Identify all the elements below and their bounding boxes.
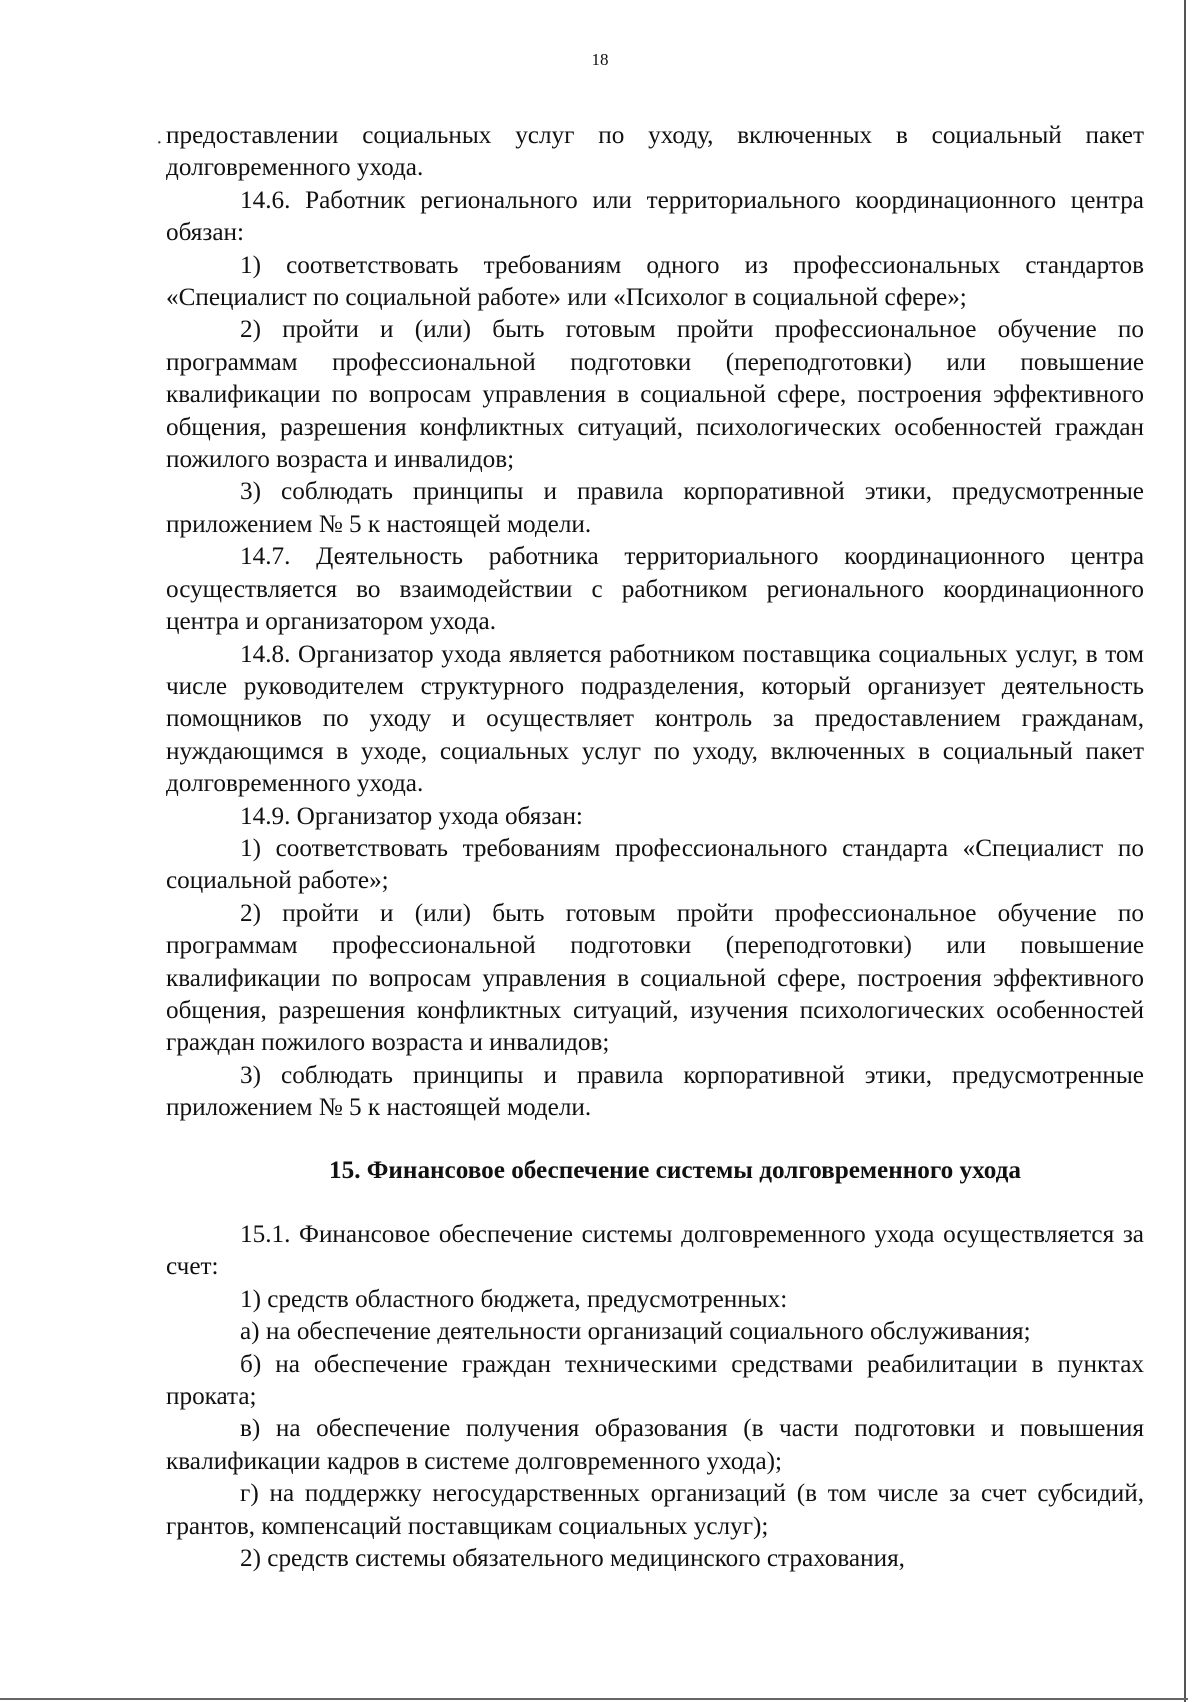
paragraph: 14.8. Организатор ухода является работником поставщика социальных услуг, в том числе руководителем структурного подразделения, который организует деятельность помощников по уходу и осуществляет контроль за предоставлением гражданам, нуждающимся в уходе, социальных услуг по уходу, включенных в социальный пакет долговременного ухода. <box>166 640 1144 798</box>
scan-edge-right <box>1184 0 1186 1702</box>
paragraph: б) на обеспечение граждан техническими средствами реабилитации в пунктах проката; <box>166 1350 1144 1411</box>
page-number: 18 <box>591 50 609 69</box>
paragraphs-after-heading <box>166 1219 1144 1575</box>
paragraph: 2) пройти и (или) быть готовым пройти профессиональное обучение по программам профессиональной подготовки (переподготовки) или повышение квалификации по вопросам управления в социальной сфере, построения эффективного общения, разрешения конфликтных ситуаций, изучения психологических особенностей граждан пожилого возраста и инвалидов; <box>166 899 1144 1057</box>
paragraph: 14.7. Деятельность работника территориального координационного центра осуществляется во взаимодействии с работником регионального координационного центра и организатором ухода. <box>166 543 1144 636</box>
paragraph: 1) соответствовать требованиям профессионального стандарта «Специалист по социальной работе»; <box>166 834 1144 895</box>
scan-mark: · <box>156 132 163 154</box>
paragraph: 14.9. Организатор ухода обязан: <box>240 802 583 830</box>
paragraph: 3) соблюдать принципы и правила корпоративной этики, предусмотренные приложением № 5 к настоящей модели. <box>166 1061 1144 1122</box>
scan-edge-bottom <box>0 1698 1188 1700</box>
paragraph: 1) соответствовать требованиям одного из профессиональных стандартов «Специалист по социальной работе» или «Психолог в социальной сфере»; <box>166 251 1144 312</box>
paragraph: 3) соблюдать принципы и правила корпоративной этики, предусмотренные приложением № 5 к настоящей модели. <box>166 478 1144 538</box>
paragraph: г) на поддержку негосударственных организаций (в том числе за счет субсидий, грантов, компенсаций поставщикам социальных услуг); <box>166 1480 1144 1540</box>
paragraph: предоставлении социальных услуг по уходу, включенных в социальный пакет долговременного ухода. <box>166 122 1144 182</box>
document-body <box>166 120 1144 1575</box>
paragraph: в) на обеспечение получения образования (в части подготовки и повышения квалификации кадров в системе долговременного ухода); <box>166 1415 1144 1475</box>
paragraph: 15.1. Финансовое обеспечение системы долговременного ухода осуществляется за счет: <box>166 1221 1144 1281</box>
section-heading: 15. Финансовое обеспечение системы долговременного ухода <box>329 1156 1021 1184</box>
paragraphs-before-heading <box>166 120 1144 1125</box>
paragraph: 2) пройти и (или) быть готовым пройти профессиональное обучение по программам профессиональной подготовки (переподготовки) или повышение квалификации по вопросам управления в социальной сфере, построения эффективного общения, разрешения конфликтных ситуаций, психологических особенностей граждан пожилого возраста и инвалидов; <box>166 316 1144 474</box>
paragraph: 2) средств системы обязательного медицинского страхования, <box>240 1545 905 1573</box>
paragraph: 1) средств областного бюджета, предусмотренных: <box>240 1285 788 1313</box>
paragraph: 14.6. Работник регионального или территориального координационного центра обязан: <box>166 186 1144 247</box>
paragraph: а) на обеспечение деятельности организаций социального обслуживания; <box>240 1318 1031 1346</box>
